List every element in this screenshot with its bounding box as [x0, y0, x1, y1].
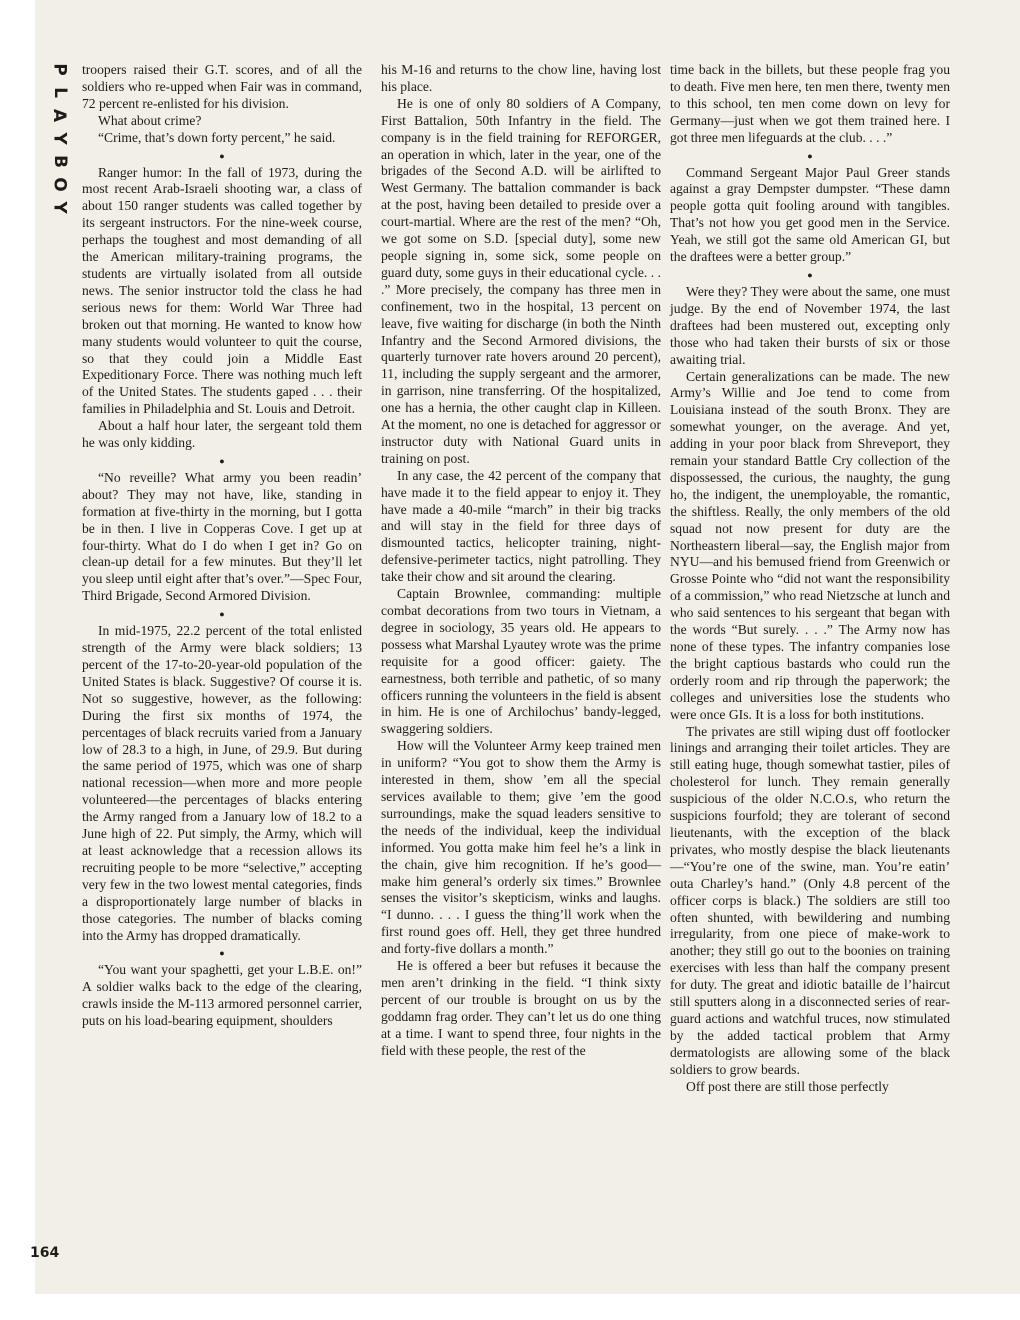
paragraph: About a half hour later, the sergeant told them he was only kidding. [82, 418, 362, 451]
paragraph: “No reveille? What army you been readin’ about? They may not have, like, standing in formation at five-thirty in the morning, but I gotta be in then. I live in Copperas Cove. I get up at four-thirty. What do I do when I get in? Go on clean-up detail for a few minutes. But they’ll let you sleep until eight after that’s over.”—Spec Four, Third Brigade, Second Armored Division. [82, 469, 362, 604]
paragraph: Were they? They were about the same, one must judge. By the end of November 1974, the last draftees had been mustered out, excepting only those who had taken their bursts of six or those awaiting trial. [670, 283, 950, 367]
paragraph: Off post there are still those perfectly [686, 1078, 889, 1094]
masthead-letter: P [49, 63, 70, 76]
paragraph: How will the Volunteer Army keep trained men in uniform? “You got to show them the Army is interested in them, show ’em all the special services available to them; give ’em the good surroundings, make the squad leaders sensitive to the needs of the individual, keep the individual informed. You gotta make him feel he’s a link in the chain, give him recognition. If he’s good—make him general’s orderly six times.” Brownlee senses the visitor’s skepticism, winks and laughs. “I dunno. . . . I guess the thing’ll work when the first round goes off. Hell, they get three hundred and forty-five dollars a month.” [381, 738, 661, 957]
page-margin-bottom [0, 1294, 1020, 1320]
section-bullet: ● [219, 948, 225, 959]
section-bullet: ● [219, 609, 225, 620]
text-column-3 [670, 62, 950, 1095]
paragraph: He is one of only 80 soldiers of A Company, First Battalion, 50th Infantry in the field. The company is in the field training for REFORGER, an operation in which, later in the year, one of the brigades of the Second A.D. will be airlifted to West Germany. The battalion commander is back at the post, having been detailed to preside over a court-martial. Where are the rest of the men? “Oh, we got some on S.D. [special duty], some new people signing in, some sick, some people on guard duty, some guys in their educational cycle. . . .” More precisely, the company has three men in confinement, two in the hospital, 13 percent on leave, five waiting for discharge (in both the Ninth Infantry and the Second Armored divisions, the quarterly turnover rate hovers around 20 percent), 11, including the supply sergeant and the armorer, in garrison, nine transferring. Of the hospitalized, one has a hernia, the other caught clap in Killeen. At the moment, no one is detached for aggressor or instructor duty with National Guard units in training on post. [381, 95, 661, 466]
paragraph: Certain generalizations can be made. The new Army’s Willie and Joe tend to come from Louisiana instead of the south Bronx. They are somewhat younger, on the average. And yet, adding in your poor black from Shreveport, they remain your standard Battle Cry collection of the dispossessed, the curious, the naughty, the gung ho, the indigent, the unemployable, the romantic, the shiftless. Really, the only members of the old squad not now present for duty are the Northeastern liberal—say, the English major from NYU—and his bemused friend from Greenwich or Grosse Pointe who “did not want the responsibility of a commission,” who read Nietzsche at lunch and who said sentences to his sergeant that began with the words “But surely. . . .” The Army now has none of these types. The infantry companies lose the bright captious bastards who could run the orderly room and rip through the paperwork; the colleges and universities lose the students who were once GIs. It is a loss for both institutions. [670, 368, 950, 722]
masthead-letter: B [49, 155, 70, 168]
paragraph: “You want your spaghetti, get your L.B.E. on!” A soldier walks back to the edge of the clearing, crawls inside the M-113 armored personnel carrier, puts on his load-bearing equipment, shoulders [82, 962, 362, 1029]
paragraph: Command Sergeant Major Paul Greer stands against a gray Dempster dumpster. “These damn people gotta quit fooling around with tangibles. That’s not how you get good men in the Service. Yeah, we still got the same old American GI, but the draftees were a better group.” [670, 164, 950, 265]
text-column-2 [381, 62, 661, 1059]
paragraph: “Crime, that’s down forty percent,” he said. [98, 129, 336, 145]
paragraph: The privates are still wiping dust off footlocker linings and arranging their toilet articles. They are still eating huge, though somewhat tastier, piles of cholesterol for lunch. They remain generally suspicious of the older N.C.O.s, who return the suspicions fourfold; they are tolerant of second lieutenants, with the exception of the black privates, who mostly despise the black lieutenants—“You’re one of the swine, man. You’re eatin’ outa Charley’s hand.” (Only 4.8 percent of the officer corps is black.) The soldiers are still too often shunted, with bewildering and numbing irregularity, from one piece of make-work to another; they still go out to the boonies on training exercises with less than half the company present for duty. The great and idiotic bataille de l’haircut still sputters along in a disconnected series of rear-guard actions and watchful truces, now stimulated by the added tactical problem that Army dermatologists are allowing some of the black soldiers to grow beards. [670, 723, 950, 1077]
paragraph: Ranger humor: In the fall of 1973, during the most recent Arab-Israeli shooting war, a class of about 150 ranger students was called together by its sergeant instructors. For the nine-week course, perhaps the toughest and most demanding of all the American military-training programs, the students are virtually isolated from all outside news. The senior instructor told the class he had serious news for them: World War Three had broken out that morning. He wanted to know how many students would volunteer to quit the course, so that they could join a Middle East Expeditionary Force. There was nothing much left of the United States. The students gaped . . . their families in Philadelphia and St. Louis and Detroit. [82, 164, 362, 417]
paragraph: his M-16 and returns to the chow line, having lost his place. [381, 62, 661, 94]
section-bullet: ● [807, 150, 813, 161]
page-number: 164 [30, 1245, 60, 1261]
masthead-letter: A [49, 108, 70, 123]
masthead-vertical [48, 58, 70, 219]
paragraph: In any case, the 42 percent of the company that have made it to the field appear to enjoy it. They have made a 40-mile “march” in their big tracks and will stay in the field for three days of dismounted tactics, helicopter training, night-defensive-perimeter tactics, night patrolling. They take their chow and sit around the clearing. [381, 467, 661, 585]
section-bullet: ● [219, 150, 225, 161]
paragraph: time back in the billets, but these people frag you to death. Five men here, ten men there, twenty men to this school, ten men come down on levy for Germany—just when we got them trained here. I got three men lifeguards at the club. . . .” [670, 62, 950, 145]
masthead-letter: L [49, 87, 70, 98]
paragraph: troopers raised their G.T. scores, and of all the soldiers who re-upped when Fair was in command, 72 percent re-enlisted for his division. [82, 62, 362, 111]
masthead-letter: O [49, 177, 70, 192]
text-column-1 [82, 62, 362, 1030]
page-margin-left [0, 0, 35, 1320]
paragraph: In mid-1975, 22.2 percent of the total enlisted strength of the Army were black soldiers; 13 percent of the 17-to-20-year-old population of the United States is black. Suggestive? Of course it is. Not so suggestive, however, as the following: During the first six months of 1974, the percentages of black recruits varied from a January low of 28.3 to a high, in June, of 29.9. But during the same period of 1975, which was one of sharp national recession—when more and more people volunteered—the percentages of blacks entering the Army ranged from a January low of 18.2 to a June high of 22. Put simply, the Army, which will at least acknowledge that a recession allows its recruiting people to be more “selective,” accepting very few in the two lowest mental categories, finds a disproportionately large number of blacks in those categories. The number of blacks coming into the Army has dropped dramatically. [82, 623, 362, 943]
paragraph: What about crime? [98, 112, 202, 128]
masthead-letter: Y [49, 132, 70, 145]
section-bullet: ● [807, 269, 813, 280]
paragraph: He is offered a beer but refuses it because the men aren’t drinking in the field. “I think sixty percent of our trouble is brought on us by the goddamn frag order. They can’t let us do one thing at a time. I want to spend three, four nights in the field with these people, the rest of the [381, 958, 661, 1058]
section-bullet: ● [219, 455, 225, 466]
paragraph: Captain Brownlee, commanding: multiple combat decorations from two tours in Vietnam, a degree in sociology, 35 years old. He appears to possess what Marshal Lyautey wrote was the prime requisite for a good officer: gaiety. The earnestness, both terrible and pathetic, of so many officers running the volunteers in the field is absent in him. He is one of Archilochus’ bandy-legged, swaggering soldiers. [381, 586, 661, 737]
masthead-letter: Y [49, 201, 70, 214]
